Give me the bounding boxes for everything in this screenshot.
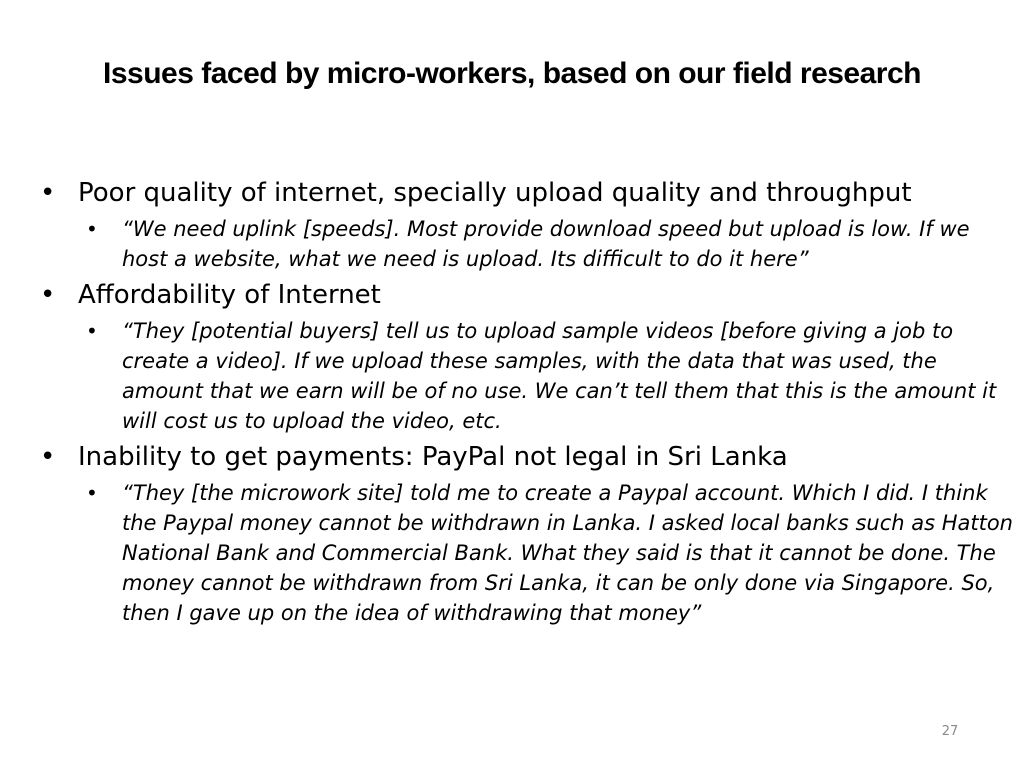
page-number: 27 — [941, 724, 959, 739]
bullet-text: Affordability of Internet — [78, 280, 381, 310]
sub-bullet-icon: • — [86, 481, 98, 505]
sub-bullet-icon: • — [86, 217, 98, 241]
bullet-list — [36, 176, 1018, 632]
bullet-icon: • — [40, 280, 56, 310]
quote-text: “They [potential buyers] tell us to upload sample videos [before giving a job to create a video]. If we upload these samples, with the data that was used, the amount that we earn will be of no use. We can’t tell them that this is the amount it will cost us to upload the video, etc. — [122, 319, 997, 433]
sub-bullet-icon: • — [86, 319, 98, 343]
sub-bullet-item-2 — [36, 316, 1018, 436]
slide-title: Issues faced by micro-workers, based on our field research — [103, 57, 921, 90]
bullet-text: Poor quality of internet, specially upload quality and throughput — [78, 178, 912, 208]
quote-text: “We need uplink [speeds]. Most provide download speed but upload is low. If we host a website, what we need is upload. Its difficult to do it here” — [122, 217, 970, 271]
quote-text: “They [the microwork site] told me to create a Paypal account. Which I did. I think the Paypal money cannot be withdrawn in Lanka. I asked local banks such as Hatton National Bank and Commercial Bank. What they said is that it cannot be done. The money cannot be withdrawn from Sri Lanka, it can be only done via Singapore. So, then I gave up on the idea of withdrawing that money” — [122, 481, 1013, 625]
bullet-icon: • — [40, 178, 56, 208]
bullet-icon: • — [40, 442, 56, 472]
bullet-item-3 — [36, 440, 1018, 474]
sub-bullet-item-3 — [36, 478, 1018, 628]
sub-bullet-item-1 — [36, 214, 1018, 274]
bullet-text: Inability to get payments: PayPal not legal in Sri Lanka — [78, 442, 788, 472]
bullet-item-1 — [36, 176, 1018, 210]
bullet-item-2 — [36, 278, 1018, 312]
